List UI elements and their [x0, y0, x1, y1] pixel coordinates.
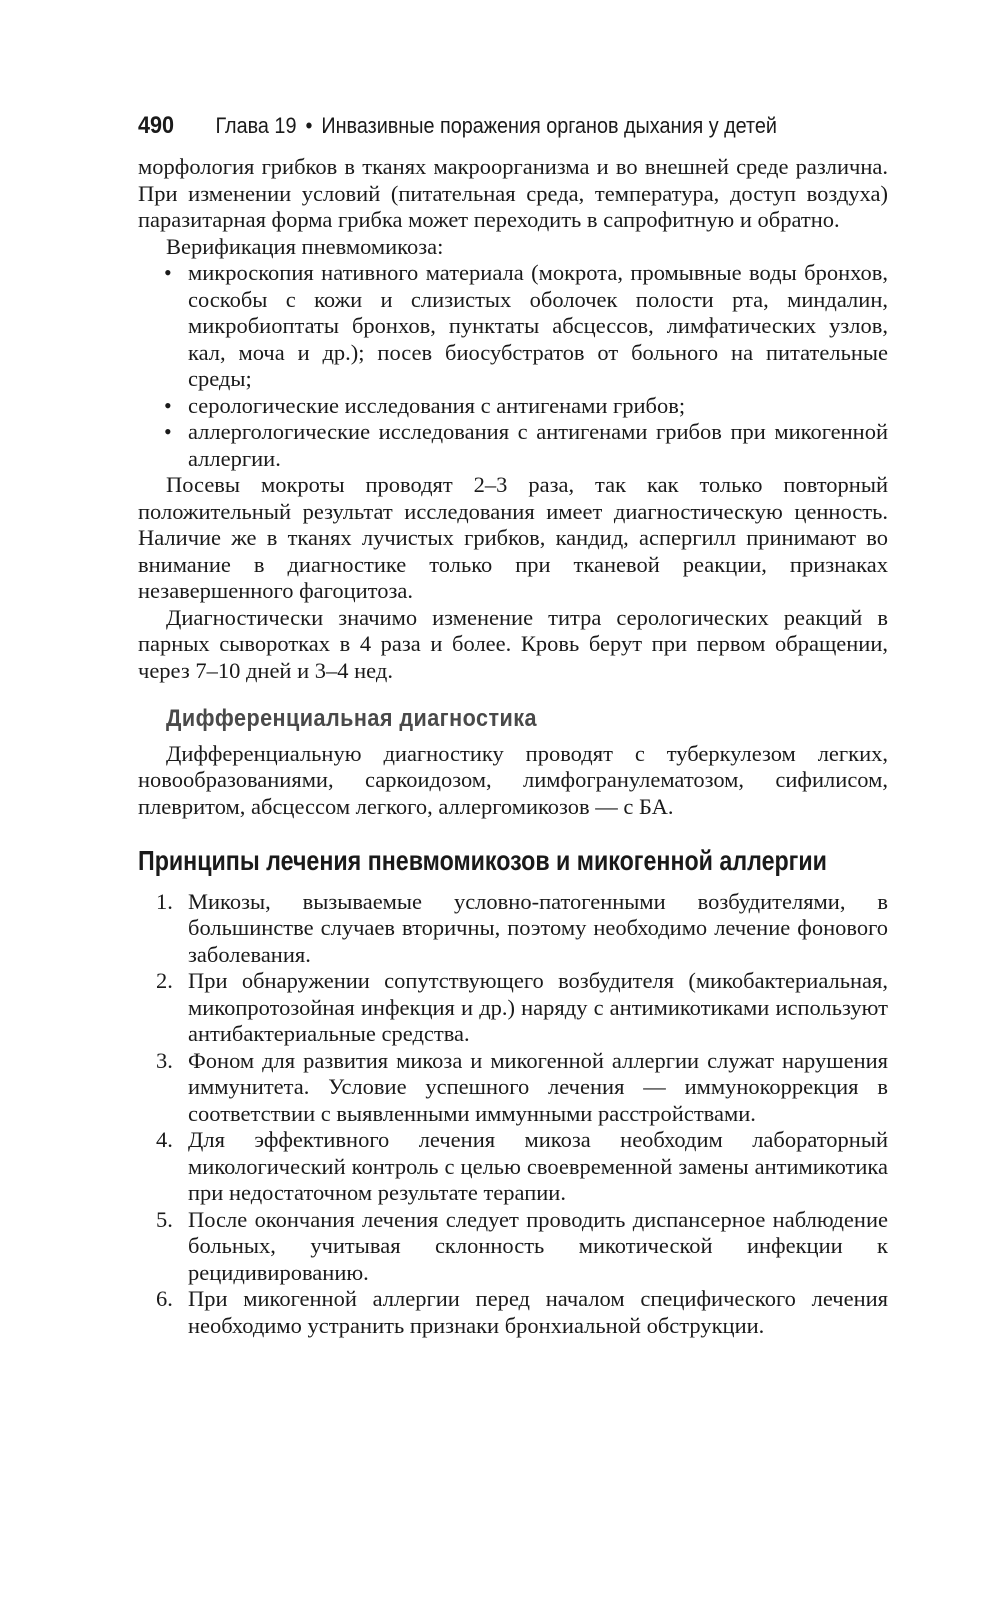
treatment-principles-heading: Принципы лечения пневмомикозов и микогенной аллергии: [138, 845, 827, 876]
item-number: 5.: [156, 1206, 173, 1232]
list-item: [156, 888, 888, 969]
chapter-label: Глава 19: [215, 113, 297, 138]
main-text: [138, 154, 888, 1339]
running-header: [138, 112, 813, 140]
page-number: 490: [138, 112, 175, 139]
differential-diagnosis-paragraph: Дифференциальную диагностику проводят с туберкулезом легких, новообразованиями, саркоидозом, лимфогранулематозом, сифилисом, плевритом, абсцессом легкого, аллергомикозов — с БА.: [138, 740, 888, 819]
intro-paragraph: морфология грибков в тканях макроорганизма и во внешней среде различна. При изменении условий (питательная среда, температура, доступ воздуха) паразитарная форма грибка может переходить в сапрофитную и обратно.: [138, 154, 888, 232]
list-item: [156, 1127, 888, 1207]
verification-title: Верификация пневмомикоза:: [166, 233, 444, 259]
item-text: После окончания лечения следует проводить диспансерное наблюдение больных, учитывая склонность микотической инфекции к рецидивированию.: [188, 1206, 888, 1285]
chapter-title: Инвазивные поражения органов дыхания у детей: [321, 113, 777, 138]
list-item: • серологические исследования с антигенами грибов;: [188, 393, 888, 420]
item-text: Фоном для развития микоза и микогенной аллергии служат нарушения иммунитета. Условие успешного лечения — иммунокоррекция в соответствии с выявленными иммунными расстройствами.: [188, 1047, 888, 1126]
list-item: • микроскопия нативного материала (мокрота, промывные воды бронхов, соскобы с кожи и слизистых оболочек полости рта, миндалин, микробиоптаты бронхов, пунктаты абсцессов, лимфатических узлов, кал, моча и др.); посев биосубстратов от больного на питательные среды;: [188, 260, 888, 393]
item-text: При микогенной аллергии перед началом специфического лечения необходимо устранить признаки бронхиальной обструкции.: [188, 1286, 888, 1338]
differential-diagnosis-heading: Дифференциальная диагностика: [166, 705, 537, 732]
verification-list: [138, 260, 888, 472]
header-separator: •: [305, 113, 313, 138]
item-number: 3.: [156, 1047, 173, 1073]
item-text: Для эффективного лечения микоза необходим лабораторный микологический контроль с целью своевременной замены антимикотика при недостаточном результате терапии.: [188, 1127, 888, 1205]
cultures-paragraph: Посевы мокроты проводят 2–3 раза, так как только повторный положительный результат исследования имеет диагностическую ценность. Наличие же в тканях лучистых грибков, кандид, аспергилл принимают во внимание в диагностике только при тканевой реакции, признаках незавершенного фагоцитоза.: [138, 472, 888, 603]
item-number: 6.: [156, 1286, 173, 1311]
item-number: 2.: [156, 968, 173, 993]
item-number: 1.: [156, 888, 173, 914]
list-item: [156, 1286, 888, 1339]
item-text: Микозы, вызываемые условно-патогенными возбудителями, в большинстве случаев вторичны, поэтому необходимо лечение фонового заболевания.: [188, 888, 888, 967]
treatment-list: [138, 889, 888, 1340]
list-item: [156, 1047, 888, 1128]
item-text: При обнаружении сопутствующего возбудителя (микобактериальная, микопротозойная инфекция и др.) наряду с антимикотиками используют антибактериальные средства.: [188, 968, 888, 1046]
book-page: [138, 112, 888, 1339]
serology-paragraph: Диагностически значимо изменение титра серологических реакций в парных сыворотках в 4 раза и более. Кровь берут при первом обращении, через 7–10 дней и 3–4 нед.: [138, 604, 888, 683]
list-item: [156, 968, 888, 1048]
list-item: [156, 1206, 888, 1287]
item-number: 4.: [156, 1127, 173, 1152]
list-item: • аллергологические исследования с антигенами грибов при микогенной аллергии.: [188, 419, 888, 472]
